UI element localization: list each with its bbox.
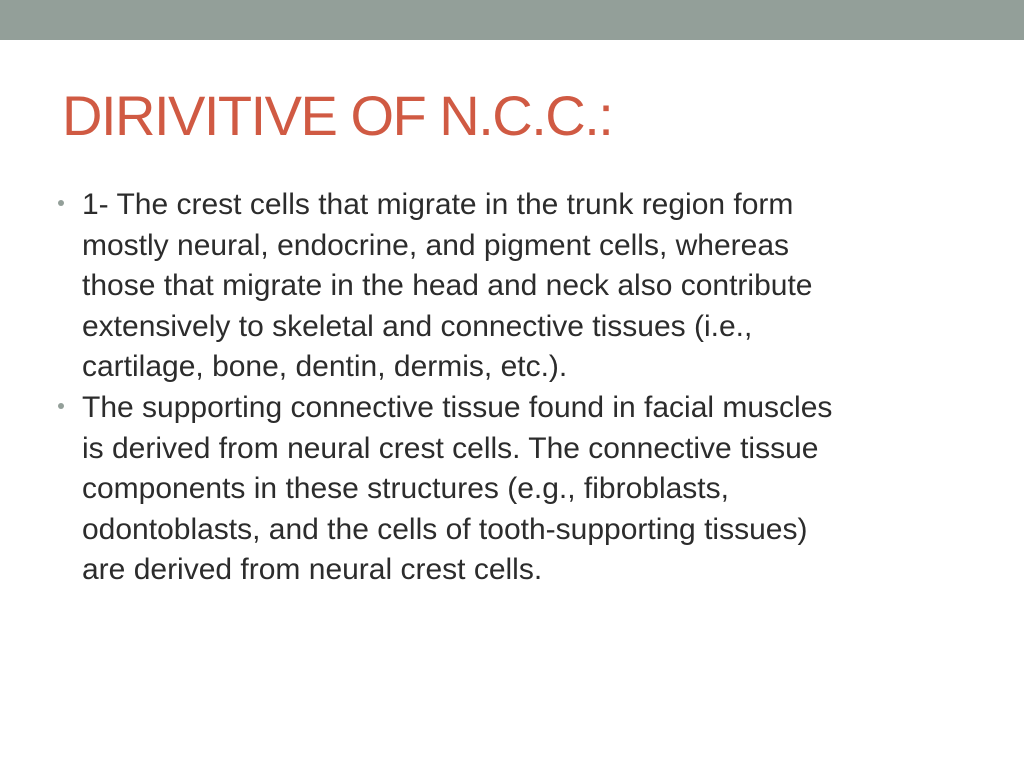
bullet-text: The supporting connective tissue found in facial muscles is derived from neural crest cells. The connective tissue components in these structures (e.g., fibroblasts, odontoblasts, and the cells of tooth-supporting tissues) are derived from neural crest cells. bbox=[82, 390, 833, 587]
bullet-text: 1- The crest cells that migrate in the trunk region form mostly neural, endocrine, and pigment cells, whereas those that migrate in the head and neck also contribute extensively to skeletal and connective tissues (i.e., cartilage, bone, dentin, dermis, etc.). bbox=[82, 188, 813, 384]
bullet-list bbox=[58, 185, 958, 591]
top-accent-bar bbox=[0, 0, 1024, 40]
slide-title: DIRIVITIVE OF N.C.C.: bbox=[62, 84, 613, 147]
bullet-dot-icon bbox=[58, 200, 64, 206]
bullet-dot-icon bbox=[58, 403, 64, 409]
bullet-item bbox=[58, 388, 958, 591]
bullet-item bbox=[58, 185, 958, 388]
